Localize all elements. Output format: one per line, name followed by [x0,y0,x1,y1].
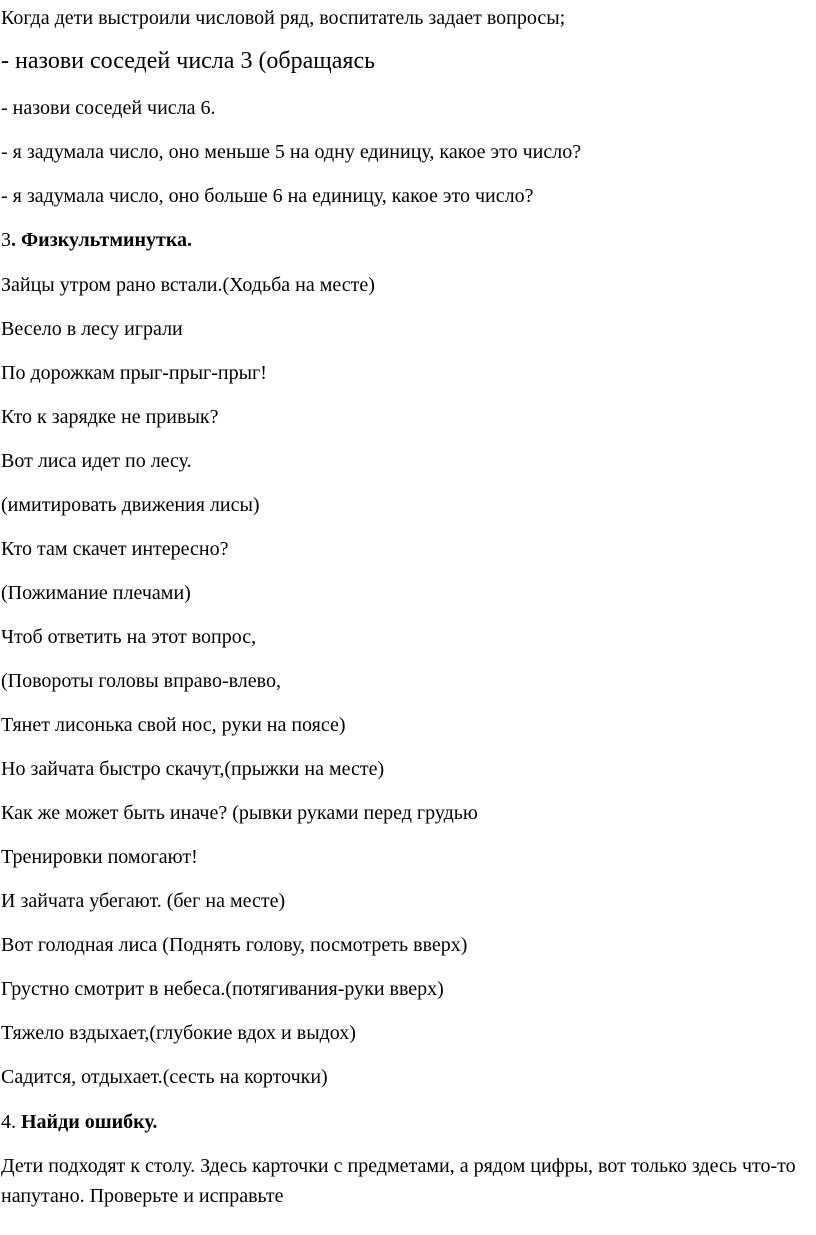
poem-line: Грустно смотрит в небеса.(потягивания-руки вверх) [1,978,444,1000]
poem-line: Тянет лисонька свой нос, руки на поясе) [1,714,346,736]
poem-line: Кто там скачет интересно? [1,538,229,560]
section-heading-3 [1,228,192,252]
poem-line: Кто к зарядке не привык? [1,406,219,428]
section-number: 3 [1,229,11,251]
poem-line: Вот голодная лиса (Поднять голову, посмотреть вверх) [1,934,468,956]
poem-line: Весело в лесу играли [1,318,183,340]
section-title: . Физкультминутка. [11,229,193,251]
poem-line: (Пожимание плечами) [1,582,191,604]
question-more-than-6: - я задумала число, оно больше 6 на единицу, какое это число? [1,185,534,207]
poem-line: Тяжело вздыхает,(глубокие вдох и выдох) [1,1022,356,1044]
questions-intro: Когда дети выстроили числовой ряд, воспитатель задает вопросы; [1,7,566,29]
section-heading-4 [1,1110,157,1134]
poem-line: (Повороты головы вправо-влево, [1,670,281,692]
poem-line: Вот лиса идет по лесу. [1,450,192,472]
question-neighbors-3: - назови соседей числа 3 (обращаясь [1,48,376,74]
poem-line: Но зайчата быстро скачут,(прыжки на месте) [1,758,385,780]
question-less-than-5: - я задумала число, оно меньше 5 на одну единицу, какое это число? [1,141,582,163]
poem-line: Садится, отдыхает.(сесть на корточки) [1,1066,328,1088]
poem-line: По дорожкам прыг-прыг-прыг! [1,362,267,384]
poem-line: Чтоб ответить на этот вопрос, [1,626,257,648]
poem-line: Тренировки помогают! [1,846,198,868]
section-number: 4. [1,1111,21,1133]
poem-line: Как же может быть иначе? (рывки руками перед грудью [1,802,478,824]
poem-line: Зайцы утром рано встали.(Ходьба на месте) [1,274,375,296]
section-title: Найди ошибку. [21,1111,158,1133]
poem-line: И зайчата убегают. (бег на месте) [1,890,286,912]
final-paragraph: Дети подходят к столу. Здесь карточки с предметами, а рядом цифры, вот только здесь что-то напутано. Проверьте и исправьте [1,1155,796,1207]
question-neighbors-6: - назови соседей числа 6. [1,97,216,119]
poem-line: (имитировать движения лисы) [1,494,260,516]
